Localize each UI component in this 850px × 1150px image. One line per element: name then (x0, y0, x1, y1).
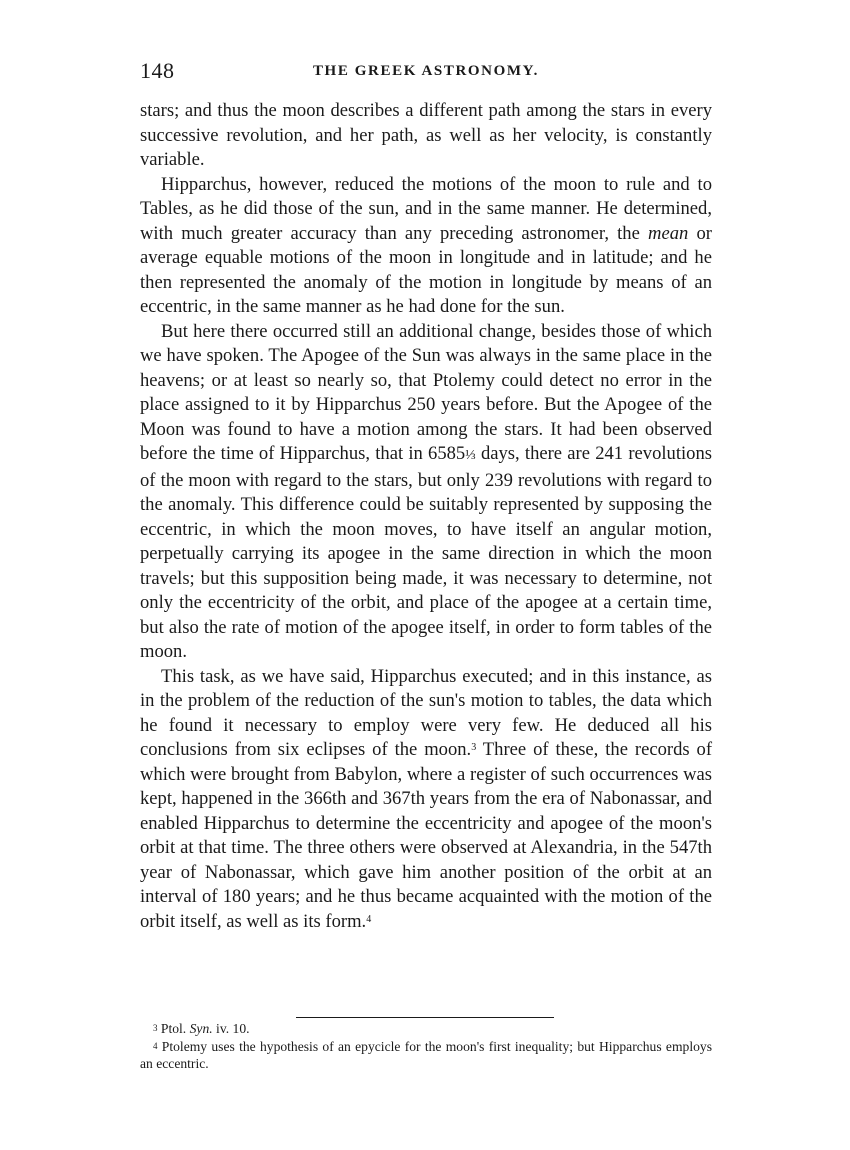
body-text (140, 99, 712, 934)
paragraph-continued: stars; and thus the moon describes a different path among the stars in every successive revolution, and her path, as well as her velocity, is constantly variable. (140, 100, 712, 170)
footnote-text: iv. 10. (212, 1021, 250, 1036)
footnote-emphasis: Syn. (189, 1021, 213, 1036)
paragraph-text: or average equable motions of the moon in longitude and in latitude; and he then represented the anomaly of the motion in longitude by means of an eccentric, in the same manner as he had done for the sun. (140, 222, 712, 317)
fraction-third: ⅓ (465, 448, 476, 463)
paragraph-text: Hipparchus, however, reduced the motions of the moon to rule and to Tables, as he did those of the sun, and in the same manner. He determined, with much greater accuracy than any preceding astronomer, the (140, 173, 712, 244)
paragraph-hipparchus-tables (140, 173, 712, 320)
footnote-mark: 4 (153, 1040, 158, 1051)
footnote-3 (140, 1020, 712, 1038)
footnote-mark: 3 (153, 1023, 158, 1033)
footnotes (140, 1020, 712, 1073)
footnote-4 (140, 1038, 712, 1073)
running-title: THE GREEK ASTRONOMY. (312, 63, 540, 79)
paragraph-eclipses (140, 665, 712, 935)
page-number: 148 (140, 58, 175, 83)
footnote-text: Ptol. (157, 1021, 190, 1036)
paragraph-text: days, there are 241 revolutions of the moon with regard to the stars, but only 239 revolutions with regard to the anomaly. This difference could be suitably represented by supposing the eccentric, in which the moon moves, to have itself an angular motion, perpetually carrying its apogee in the same direction in which the moon travels; but this supposition being made, it was necessary to determine, not only the eccentricity of the orbit, and place of the apogee at a certain time, but also the rate of motion of the apogee itself, in order to form tables of the moon. (140, 443, 712, 662)
footnote-ref-3[interactable]: 3 (471, 742, 477, 753)
paragraph-apogee (140, 320, 712, 665)
footnote-divider (296, 1017, 554, 1018)
emphasis-mean: mean (648, 222, 689, 244)
paragraph-text: Three of these, the records of which were brought from Babylon, where a register of such occurrences was kept, happened in the 366th and 367th years from the era of Nabonassar, and enabled Hipparchus to determine the eccentricity and apogee of the moon's orbit at that time. The three others were observed at Alexandria, in the 547th year of Nabonassar, which gave him another position of the orbit at an interval of 180 years; and he thus became acquainted with the motion of the orbit itself, as well as its form. (140, 739, 713, 932)
paragraph-text: But here there occurred still an additional change, besides those of which we have spoken. The Apogee of the Sun was always in the same place in the heavens; or at least so nearly so, that Ptolemy could detect no error in the place assigned to it by Hipparchus 250 years before. But the Apogee of the Moon was found to have a motion among the stars. It had been observed before the time of Hipparchus, that in 6585 (140, 320, 712, 464)
footnote-ref-4[interactable]: 4 (366, 913, 372, 925)
footnote-text: Ptolemy uses the hypothesis of an epycicle for the moon's first inequality; but Hipparchus employs an eccentric. (140, 1038, 712, 1071)
running-head (140, 58, 712, 88)
paragraph-text: This task, as we have said, Hipparchus executed; and in this instance, as in the problem of the reduction of the sun's motion to tables, the data which he found it necessary to employ were very few. He deduced all his conclusions from six eclipses of the moon. (140, 665, 712, 760)
